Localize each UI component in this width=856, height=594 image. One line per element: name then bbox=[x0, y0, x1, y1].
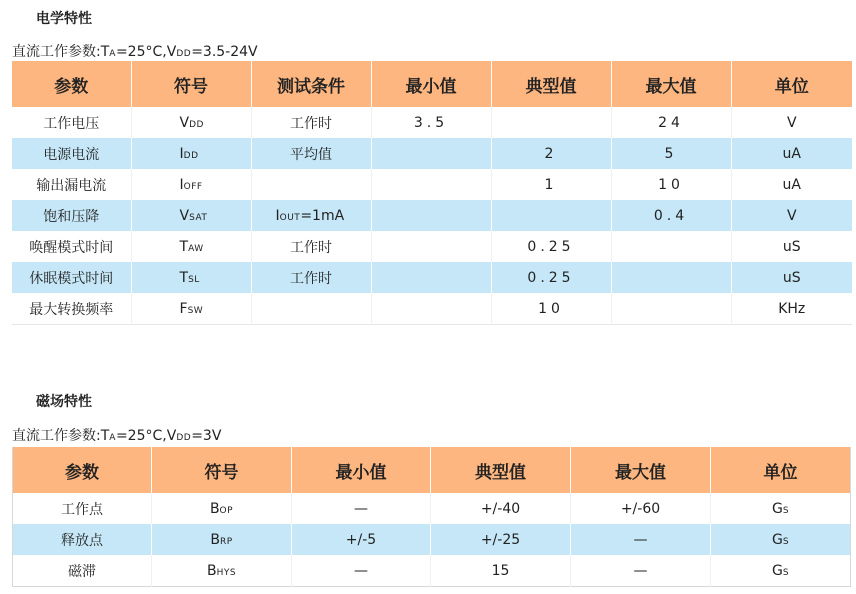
cell-typ: 15 bbox=[431, 555, 571, 587]
unit-main: G bbox=[771, 531, 783, 548]
symbol-sub: OFF bbox=[183, 181, 203, 192]
cell-typ: 10 bbox=[491, 293, 611, 325]
header-condition: 测试条件 bbox=[251, 61, 371, 107]
cell-param: 电源电流 bbox=[12, 138, 131, 169]
condition-main: 工作时 bbox=[290, 270, 332, 287]
cell-unit: uA bbox=[731, 169, 852, 200]
cell-param: 工作电压 bbox=[12, 107, 131, 138]
header-max: 最大值 bbox=[571, 447, 711, 493]
cell-condition bbox=[251, 262, 371, 293]
cell-min: — bbox=[292, 493, 431, 524]
header-min: 最小值 bbox=[371, 61, 491, 107]
cell-unit bbox=[711, 493, 851, 524]
table-row bbox=[12, 138, 852, 169]
cell-symbol bbox=[152, 493, 292, 524]
cell-min bbox=[371, 138, 491, 169]
symbol-sub: DD bbox=[189, 119, 204, 130]
symbol-sub: RP bbox=[219, 536, 233, 547]
table-row bbox=[13, 493, 851, 524]
condition-prefix: 直流工作参数:T bbox=[12, 428, 110, 444]
header-symbol: 符号 bbox=[152, 447, 292, 493]
symbol-main: T bbox=[179, 269, 189, 286]
condition-ta-sub: A bbox=[109, 49, 116, 59]
table-row bbox=[13, 555, 851, 587]
symbol-main: I bbox=[179, 176, 184, 193]
condition-suffix: =3.5-24V bbox=[191, 44, 258, 60]
table-row bbox=[12, 293, 852, 325]
cell-typ: 1 bbox=[491, 169, 611, 200]
header-max: 最大值 bbox=[611, 61, 731, 107]
condition-sub: OUT bbox=[279, 212, 301, 223]
cell-param: 最大转换频率 bbox=[12, 293, 131, 325]
header-param: 参数 bbox=[13, 447, 152, 493]
cell-unit: uS bbox=[731, 231, 852, 262]
header-unit: 单位 bbox=[711, 447, 851, 493]
cell-unit: uS bbox=[731, 262, 852, 293]
condition-prefix: 直流工作参数:T bbox=[12, 44, 110, 60]
symbol-sub: HYS bbox=[216, 567, 237, 578]
symbol-main: I bbox=[179, 145, 184, 162]
cell-typ: +/-25 bbox=[431, 524, 571, 555]
cell-max bbox=[611, 231, 731, 262]
header-unit: 单位 bbox=[731, 61, 852, 107]
cell-symbol bbox=[152, 524, 292, 555]
unit-sub: S bbox=[782, 505, 790, 516]
condition-mid: =25°C,V bbox=[115, 428, 177, 444]
cell-condition bbox=[251, 293, 371, 325]
symbol-sub: DD bbox=[183, 150, 199, 161]
cell-max: +/-60 bbox=[571, 493, 711, 524]
cell-symbol bbox=[152, 555, 292, 587]
cell-typ: 0.25 bbox=[491, 231, 611, 262]
condition-main: I bbox=[275, 207, 280, 224]
table-row bbox=[12, 200, 852, 231]
condition-ta-sub: A bbox=[109, 433, 116, 443]
cell-typ: 2 bbox=[491, 138, 611, 169]
header-typ: 典型值 bbox=[491, 61, 611, 107]
symbol-main: B bbox=[210, 531, 220, 548]
condition-mid: =25°C,V bbox=[115, 44, 177, 60]
condition-main: 工作时 bbox=[290, 115, 332, 132]
cell-min bbox=[371, 231, 491, 262]
table-row bbox=[12, 262, 852, 293]
symbol-main: V bbox=[179, 207, 190, 224]
cell-symbol bbox=[131, 107, 251, 138]
cell-min bbox=[371, 169, 491, 200]
cell-max: — bbox=[571, 555, 711, 587]
cell-param: 唤醒模式时间 bbox=[12, 231, 131, 262]
table-header-row bbox=[13, 447, 851, 493]
symbol-sub: SAT bbox=[189, 212, 208, 223]
unit-main: G bbox=[771, 500, 783, 517]
condition-vdd-sub: DD bbox=[176, 433, 192, 443]
cell-condition bbox=[251, 231, 371, 262]
symbol-sub: AW bbox=[188, 243, 204, 254]
table-row bbox=[12, 231, 852, 262]
symbol-main: B bbox=[206, 562, 217, 579]
table-header-row bbox=[12, 61, 852, 107]
table-row bbox=[12, 107, 852, 138]
condition-main: 工作时 bbox=[290, 239, 332, 256]
unit-main: G bbox=[771, 562, 783, 579]
cell-symbol bbox=[131, 200, 251, 231]
cell-symbol bbox=[131, 293, 251, 325]
cell-min: +/-5 bbox=[292, 524, 431, 555]
cell-max: — bbox=[571, 524, 711, 555]
cell-unit bbox=[711, 555, 851, 587]
cell-condition bbox=[251, 138, 371, 169]
cell-condition bbox=[251, 107, 371, 138]
cell-unit: V bbox=[731, 200, 852, 231]
unit-sub: S bbox=[782, 567, 790, 578]
condition-tail: =1mA bbox=[300, 207, 345, 224]
cell-unit: V bbox=[731, 107, 852, 138]
cell-max: 10 bbox=[611, 169, 731, 200]
condition-suffix: =3V bbox=[191, 428, 222, 444]
symbol-sub: SW bbox=[187, 305, 204, 316]
cell-param: 磁滞 bbox=[13, 555, 152, 587]
condition-vdd-sub: DD bbox=[176, 49, 192, 59]
symbol-sub: OP bbox=[219, 505, 234, 516]
section-title-magnetic: 磁场特性 bbox=[36, 394, 92, 410]
cell-max: 5 bbox=[611, 138, 731, 169]
header-typ: 典型值 bbox=[431, 447, 571, 493]
cell-min: — bbox=[292, 555, 431, 587]
symbol-main: F bbox=[179, 300, 188, 317]
cell-typ: +/-40 bbox=[431, 493, 571, 524]
symbol-sub: SL bbox=[188, 274, 200, 285]
cell-symbol bbox=[131, 231, 251, 262]
section-title-electrical: 电学特性 bbox=[36, 11, 92, 27]
cell-param: 饱和压降 bbox=[12, 200, 131, 231]
cell-typ: 0.25 bbox=[491, 262, 611, 293]
magnetic-table bbox=[12, 447, 851, 587]
cell-param: 释放点 bbox=[13, 524, 152, 555]
cell-param: 休眠模式时间 bbox=[12, 262, 131, 293]
condition-main: 平均值 bbox=[290, 146, 332, 163]
cell-max: 0.4 bbox=[611, 200, 731, 231]
cell-param: 输出漏电流 bbox=[12, 169, 131, 200]
cell-condition bbox=[251, 169, 371, 200]
unit-sub: S bbox=[782, 536, 790, 547]
cell-max bbox=[611, 262, 731, 293]
cell-min bbox=[371, 293, 491, 325]
cell-param: 工作点 bbox=[13, 493, 152, 524]
table-row bbox=[13, 524, 851, 555]
electrical-table bbox=[12, 61, 852, 325]
condition-electrical bbox=[12, 41, 258, 61]
cell-condition bbox=[251, 200, 371, 231]
cell-min bbox=[371, 200, 491, 231]
cell-unit bbox=[711, 524, 851, 555]
header-symbol: 符号 bbox=[131, 61, 251, 107]
cell-typ bbox=[491, 107, 611, 138]
cell-unit: uA bbox=[731, 138, 852, 169]
header-min: 最小值 bbox=[292, 447, 431, 493]
cell-symbol bbox=[131, 262, 251, 293]
header-param: 参数 bbox=[12, 61, 131, 107]
cell-max: 24 bbox=[611, 107, 731, 138]
cell-max bbox=[611, 293, 731, 325]
symbol-main: B bbox=[209, 500, 220, 517]
table-row bbox=[12, 169, 852, 200]
cell-min bbox=[371, 262, 491, 293]
symbol-main: T bbox=[179, 238, 189, 255]
cell-min: 3.5 bbox=[371, 107, 491, 138]
cell-unit: KHz bbox=[731, 293, 852, 325]
symbol-main: V bbox=[179, 114, 190, 131]
condition-magnetic bbox=[12, 425, 221, 445]
cell-symbol bbox=[131, 138, 251, 169]
cell-typ bbox=[491, 200, 611, 231]
cell-symbol bbox=[131, 169, 251, 200]
